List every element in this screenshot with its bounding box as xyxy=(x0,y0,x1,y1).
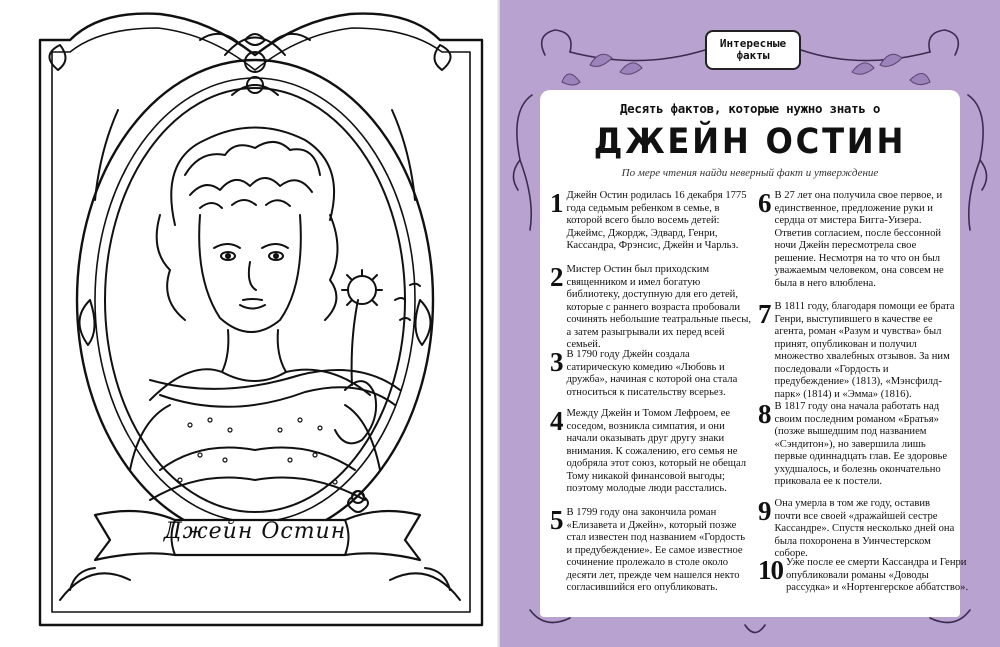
fact-number: 4 xyxy=(550,406,564,436)
fact-item xyxy=(758,190,958,290)
fact-text: В 1811 году, благодаря помощи ее брата Генри, выступившего в качестве ее агента, роман «Разум и чувства» был принят, опубликован и получил множество хвалебных отзывов. За ним последовали «Гордость и предубеждение» (1813), «Мэнсфилд-парк» (1814) и «Эмма» (1816). xyxy=(774,301,955,400)
fact-number: 1 xyxy=(550,188,564,218)
badge-line-2: факты xyxy=(736,49,770,62)
fact-text: В 27 лет она получила свое первое, и единственное, предложение руки и сердца от мистера Бигга-Уизера. Ответив согласием, после бессонной ночи Джейн пересмотрела свое решение. Несмотря на то что он был уважаемым человеком, она совсем не была в него влюблена. xyxy=(774,190,944,289)
fact-text: Мистер Остин был приходским священником и имел богатую библиотеку, доступную для его детей, которые с раннего возраста пробовали сочинять небольшие театральные пьесы, а затем разыгрывали их перед всей семьей. xyxy=(566,264,752,350)
right-page xyxy=(500,0,1000,647)
fact-number: 8 xyxy=(758,399,772,429)
fact-item xyxy=(550,507,752,595)
fact-number: 10 xyxy=(758,555,783,585)
reading-instruction: По мере чтения найди неверный факт и утверждение xyxy=(621,167,879,179)
interesting-facts-badge xyxy=(705,30,801,70)
fact-item xyxy=(550,264,752,352)
fact-text: Она умерла в том же году, оставив почти все своей «дражайшей сестре Кассандре». Спустя несколько дней она была похоронена в Уинчестерском соборе. xyxy=(774,498,955,559)
fact-text: В 1790 году Джейн создала сатирическую комедию «Любовь и дружба», начиная с которой она стала относиться к писательству всерьез. xyxy=(566,349,738,398)
fact-item xyxy=(758,301,958,401)
fact-number: 3 xyxy=(550,347,564,377)
fact-text: Уже после ее смерти Кассандра и Генри опубликовали романы «Доводы рассудка» и «Нортенгерское аббатство». xyxy=(786,557,969,593)
fact-item xyxy=(550,349,752,399)
fact-item xyxy=(550,408,752,496)
fact-item xyxy=(550,190,752,253)
page-subtitle: Десять фактов, которые нужно знать о xyxy=(619,101,881,116)
badge-line-1: Интересные xyxy=(719,37,787,50)
fact-number: 9 xyxy=(758,496,772,526)
fact-text: В 1799 году она закончила роман «Елизавета и Джейн», который позже стал известен под названием «Гордость и предубеждение». Ее самое известное сочинение пролежало в столе около десяти лет, прежде чем нашелся некто согласившийся его опубликовать. xyxy=(566,507,746,593)
fact-text: В 1817 году она начала работать над своим последним романом «Братья» (позже вышедшим под названием «Сэндитон»), но завершила лишь первые одиннадцать глав. Ее здоровье ухудшалось, и болезнь окончательно приковала ее к постели. xyxy=(774,401,948,487)
fact-item xyxy=(758,557,969,595)
fact-text: Между Джейн и Томом Лефроем, ее соседом, возникла симпатия, и они начали оказывать друг другу знаки внимания. К сожалению, его семья не одобряла этот союз, который не обещал Тому никакой финансовой выгоды; поэтому молодые люди расстались. xyxy=(566,408,747,494)
fact-number: 5 xyxy=(550,505,564,535)
fact-item xyxy=(758,401,958,489)
fact-number: 2 xyxy=(550,262,564,292)
page-title: ДЖЕЙН ОСТИН xyxy=(593,122,907,162)
fact-item xyxy=(758,498,958,561)
fact-number: 7 xyxy=(758,299,772,329)
portrait-caption: Джейн Остин xyxy=(163,519,347,544)
fact-number: 6 xyxy=(758,188,772,218)
fact-text: Джейн Остин родилась 16 декабря 1775 года седьмым ребенком в семье, в которой всего было восемь детей: Джеймс, Джордж, Эдвард, Генри, Кассандра, Фрэнсис, Джейн и Чарльз. xyxy=(566,190,747,251)
